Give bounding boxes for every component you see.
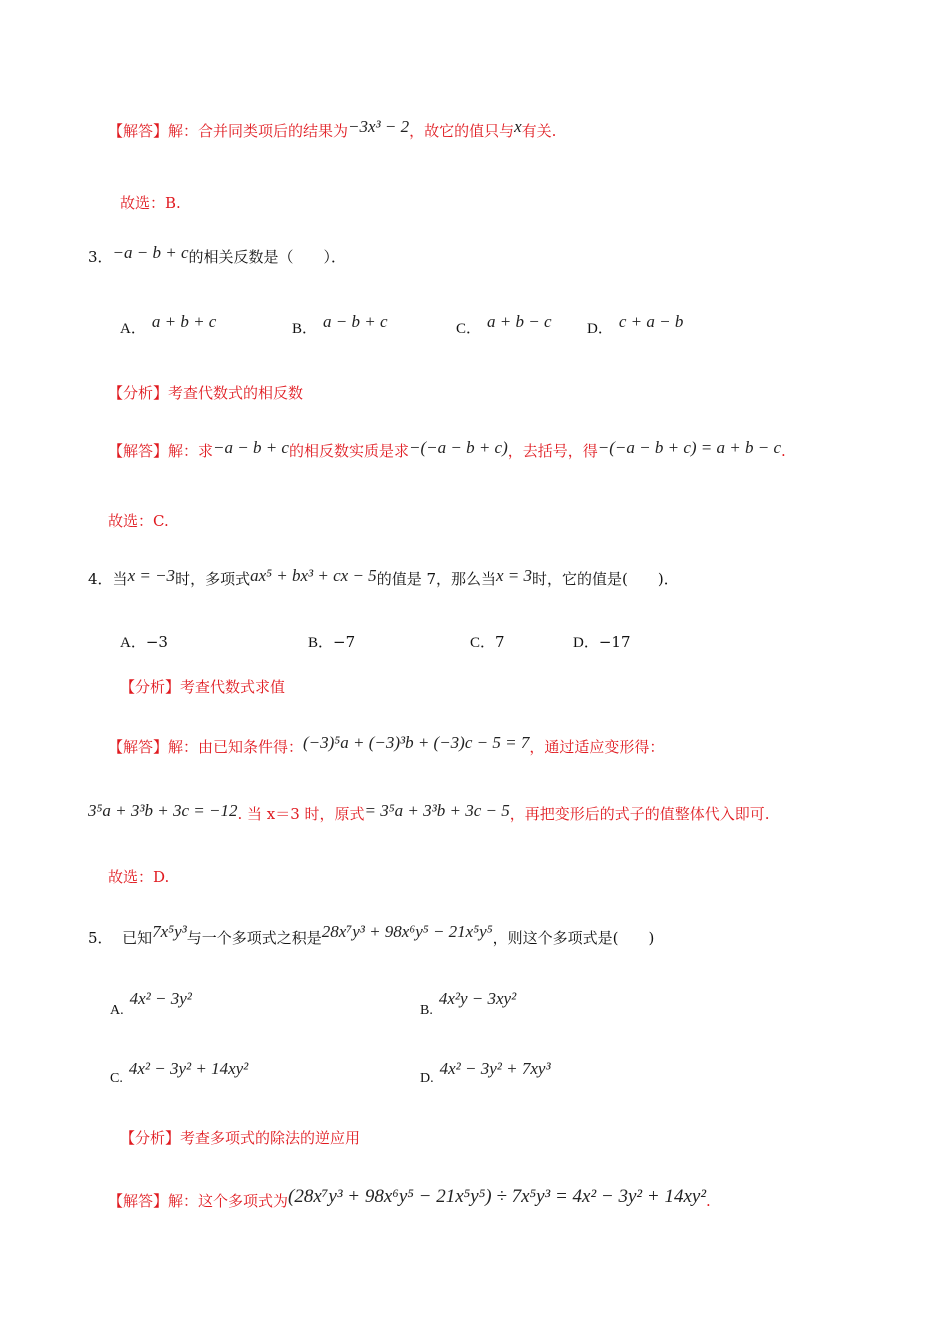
q4-answer2-expr1: 3⁵a + 3³b + 3c = −12 <box>88 801 238 820</box>
q3-option-a-letter: A． <box>120 321 146 337</box>
q3-answer-line <box>108 440 786 462</box>
q3-option-c-letter: C． <box>456 321 482 337</box>
q4-choice: 故选：D. <box>108 868 170 886</box>
q4-option-a[interactable] <box>120 631 168 654</box>
q4-answer-post: ，通过适应变形得： <box>529 738 665 756</box>
q5-option-b-expr: 4x²y − 3xy² <box>438 989 517 1008</box>
q4-option-d[interactable] <box>573 631 631 654</box>
q5-number: 5． <box>88 929 113 947</box>
q4-option-b-value: −7 <box>333 633 356 651</box>
q4-cond2: x = 3 <box>496 566 533 585</box>
q4-answer2-mid: . 当 x＝3 时，原式 <box>237 805 365 823</box>
q2-answer-var: x <box>514 117 522 136</box>
q4-option-b-letter: B． <box>308 635 334 651</box>
q5-analysis: 【分析】考查多项式的除法的逆应用 <box>120 1129 361 1147</box>
q3-expr: −a − b + c <box>112 243 189 262</box>
q3-text: 的相关反数是（ ）． <box>188 248 347 266</box>
q3-choice: 故选：C. <box>108 512 169 530</box>
q4-option-d-value: −17 <box>598 633 631 651</box>
q4-cond1: x = −3 <box>127 566 176 585</box>
q5-option-c-expr: 4x² − 3y² + 14xy² <box>128 1059 249 1078</box>
q3-option-c[interactable] <box>456 312 552 340</box>
q3-option-b-expr: a − b + c <box>323 312 388 331</box>
q5-mid: 与一个多项式之积是 <box>186 929 322 947</box>
q4-option-c[interactable] <box>470 631 505 654</box>
q4-option-a-letter: A． <box>120 635 146 651</box>
q5-product: 28x⁷y³ + 98x⁶y⁵ − 21x⁵y⁵ <box>321 922 493 941</box>
q3-option-d[interactable] <box>587 312 684 340</box>
q5-option-d[interactable] <box>420 1059 551 1090</box>
q5-option-d-letter: D. <box>420 1071 434 1086</box>
q5-answer-pre: 【解答】解：这个多项式为 <box>108 1192 289 1210</box>
q2-answer-pre: 【解答】解：合并同类项后的结果为 <box>108 122 349 140</box>
q5-option-b-letter: B. <box>420 1003 433 1018</box>
q4-mid2: 的值是 7，那么当 <box>376 570 496 588</box>
q2-answer-line <box>108 117 557 142</box>
q4-answer2-expr2: = 3⁵a + 3³b + 3c − 5 <box>364 801 510 820</box>
q4-answer-line1 <box>108 733 665 758</box>
q4-poly: ax⁵ + bx³ + cx − 5 <box>250 566 377 585</box>
q5-answer-post: . <box>706 1192 711 1210</box>
q4-answer-pre: 【解答】解：由已知条件得： <box>108 738 304 756</box>
q4-option-c-value: 7 <box>495 633 505 651</box>
q3-answer-expr1: −a − b + c <box>213 438 289 457</box>
q3-answer-expr3: −(−a − b + c) = a + b − c <box>597 438 781 457</box>
q5-option-a-expr: 4x² − 3y² <box>129 989 192 1008</box>
q2-answer-post: 有关. <box>521 122 557 140</box>
q5-option-d-expr: 4x² − 3y² + 7xy³ <box>439 1059 551 1078</box>
q3-option-d-expr: c + a − b <box>618 312 684 331</box>
q3-answer-mid2: ，去括号，得 <box>507 442 598 460</box>
q4-mid1: 时，多项式 <box>175 570 251 588</box>
q5-answer-line <box>108 1186 711 1212</box>
q3-option-c-expr: a + b − c <box>487 312 552 331</box>
q5-question <box>88 922 655 949</box>
q2-answer-mid: ，故它的值只与 <box>409 122 515 140</box>
q4-option-d-letter: D． <box>573 635 599 651</box>
q4-analysis: 【分析】考查代数式求值 <box>120 678 286 696</box>
q3-option-d-letter: D． <box>587 321 613 337</box>
q5-factor: 7x⁵y³ <box>152 922 187 941</box>
q5-option-c-letter: C. <box>110 1071 123 1086</box>
q4-answer-line2 <box>88 803 770 825</box>
q3-option-b[interactable] <box>292 312 388 340</box>
q4-option-c-letter: C． <box>470 635 496 651</box>
q4-pre: 当 <box>112 570 128 588</box>
q4-answer-expr: (−3)⁵a + (−3)³b + (−3)c − 5 = 7 <box>303 733 530 752</box>
q3-answer-pre: 【解答】解：求 <box>108 442 214 460</box>
q2-choice: 故选：B. <box>120 194 181 212</box>
q4-post: 时，它的值是( )． <box>532 570 679 588</box>
q5-option-b[interactable] <box>420 989 517 1022</box>
q5-option-a-letter: A. <box>110 1003 124 1018</box>
q3-number: 3． <box>88 248 113 266</box>
q3-option-a-expr: a + b + c <box>151 312 217 331</box>
q4-option-b[interactable] <box>308 631 355 654</box>
q3-analysis: 【分析】考查代数式的相反数 <box>108 384 304 402</box>
q2-answer-expr: −3x³ − 2 <box>348 117 410 136</box>
q3-answer-mid: 的相反数实质是求 <box>288 442 409 460</box>
q3-option-b-letter: B． <box>292 321 318 337</box>
q3-option-a[interactable] <box>120 312 217 340</box>
q3-answer-expr2: −(−a − b + c) <box>409 438 508 457</box>
q4-question <box>88 568 679 590</box>
q5-option-a[interactable] <box>110 989 192 1022</box>
q5-option-c[interactable] <box>110 1059 249 1090</box>
q5-pre: 已知 <box>122 929 153 947</box>
q5-post: ，则这个多项式是( ) <box>492 929 655 947</box>
q4-answer2-post: ，再把变形后的式子的值整体代入即可. <box>509 805 770 823</box>
q5-answer-expr: (28x⁷y³ + 98x⁶y⁵ − 21x⁵y⁵) ÷ 7x⁵y³ = 4x² − 3y² + 14xy² <box>288 1186 707 1207</box>
q3-question <box>88 243 347 268</box>
q4-number: 4． <box>88 570 113 588</box>
q4-option-a-value: −3 <box>145 633 168 651</box>
q3-answer-post: . <box>781 442 786 460</box>
